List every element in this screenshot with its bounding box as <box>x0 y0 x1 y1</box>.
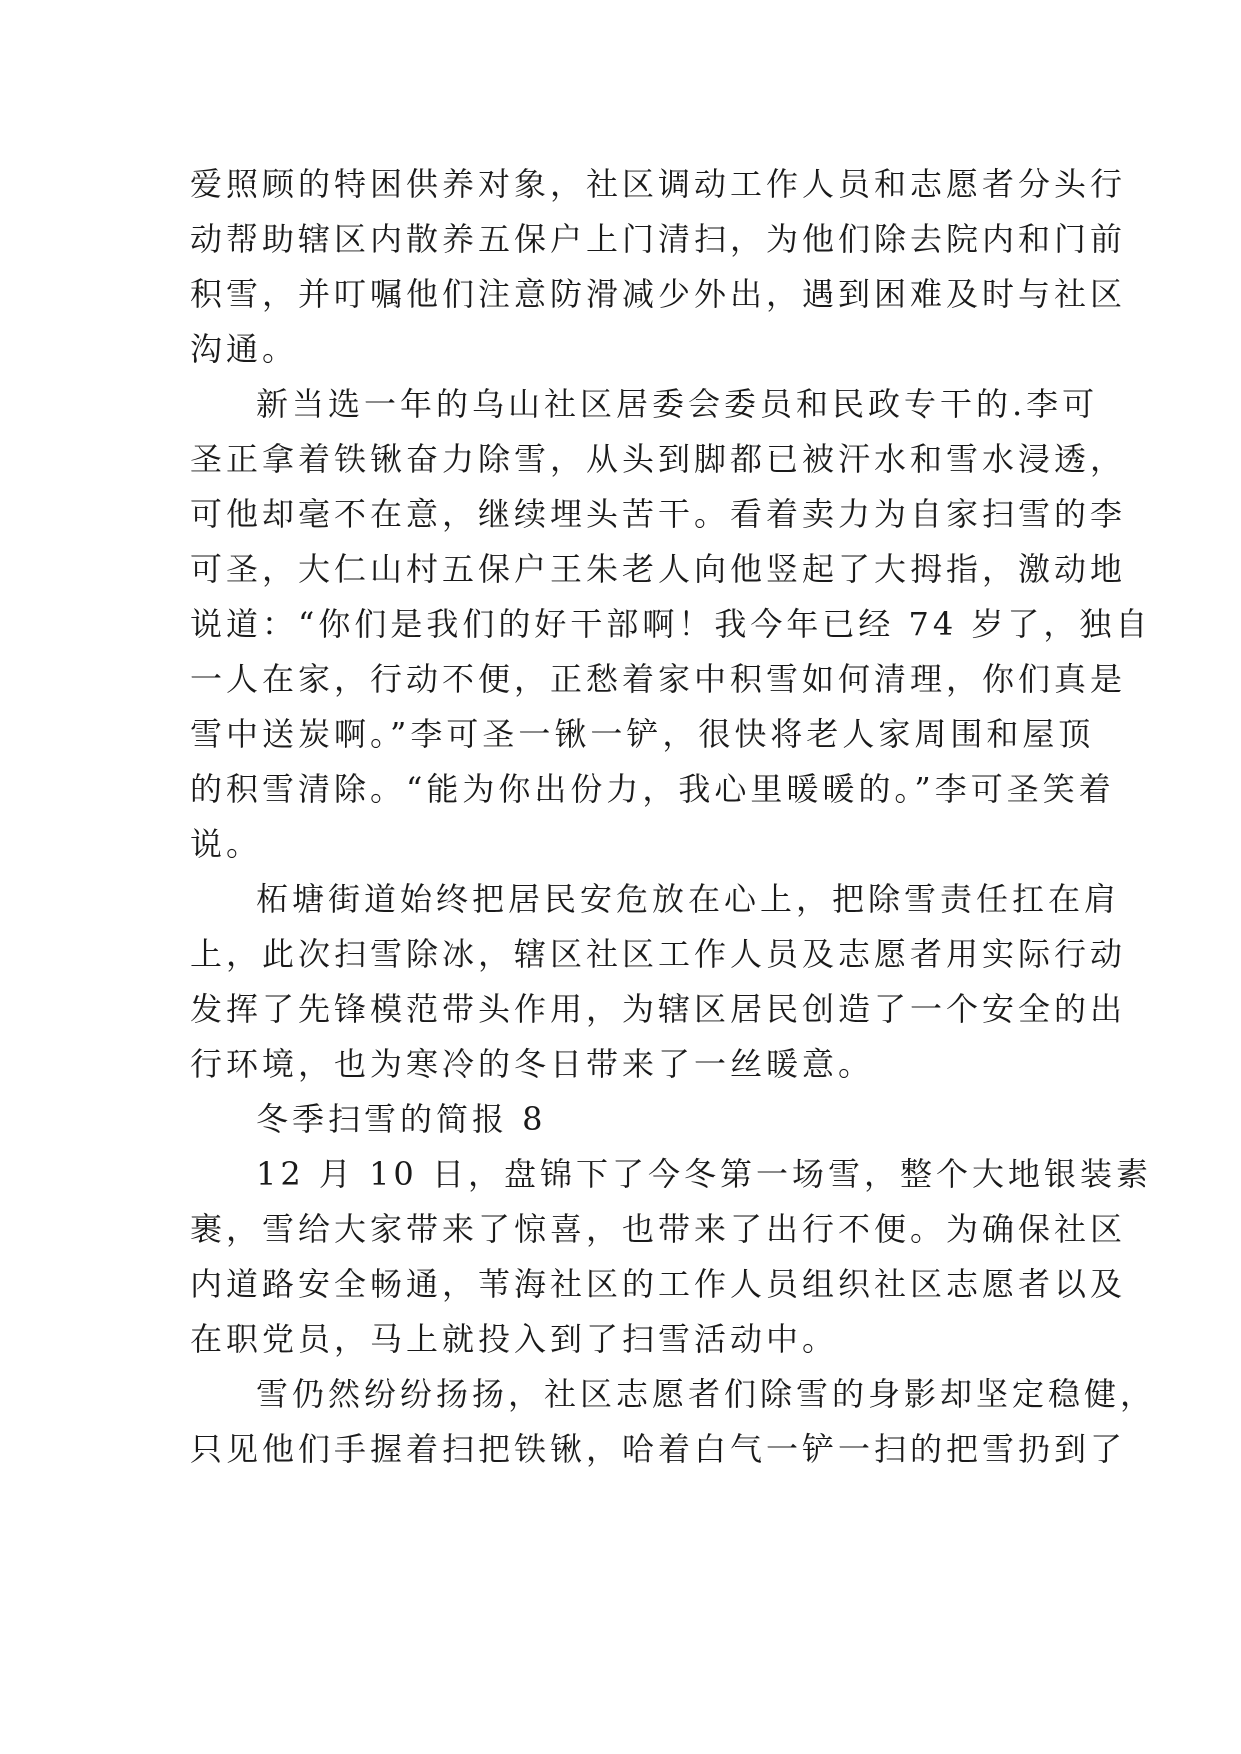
text-line: 爱照顾的特困供养对象，社区调动工作人员和志愿者分头行 <box>190 165 1127 203</box>
text-line: 的积雪清除。“能为你出份力，我心里暖暖的。”李可圣笑着 <box>190 770 1115 808</box>
section-title: 冬季扫雪的简报 8 <box>256 1100 547 1138</box>
text-line: 柘塘街道始终把居民安危放在心上，把除雪责任扛在肩 <box>256 880 1121 918</box>
text-line: 说。 <box>190 825 263 863</box>
document-body <box>190 157 1157 1477</box>
text-line: 新当选一年的乌山社区居委会委员和民政专干的.李可 <box>256 385 1099 423</box>
paragraph-li-kesheng <box>190 377 1152 872</box>
text-line: 可他却毫不在意，继续埋头苦干。看着卖力为自家扫雪的李 <box>190 495 1127 533</box>
text-line: 12 月 10 日，盘锦下了今冬第一场雪，整个大地银装素 <box>256 1155 1152 1193</box>
text-line: 只见他们手握着扫把铁锹，哈着白气一铲一扫的把雪扔到了 <box>190 1430 1127 1468</box>
text-line: 积雪，并叮嘱他们注意防滑减少外出，遇到困难及时与社区 <box>190 275 1127 313</box>
text-line: 动帮助辖区内散养五保户上门清扫，为他们除去院内和门前 <box>190 220 1127 258</box>
text-line: 在职党员，马上就投入到了扫雪活动中。 <box>190 1320 839 1358</box>
section-heading <box>190 1092 1050 1147</box>
text-line: 圣正拿着铁锹奋力除雪，从头到脚都已被汗水和雪水浸透， <box>190 440 1127 478</box>
text-line: 裹，雪给大家带来了惊喜，也带来了出行不便。为确保社区 <box>190 1210 1127 1248</box>
text-line: 上，此次扫雪除冰，辖区社区工作人员及志愿者用实际行动 <box>190 935 1127 973</box>
text-line: 雪中送炭啊。”李可圣一锹一铲，很快将老人家周围和屋顶 <box>190 715 1095 753</box>
text-line: 说道：“你们是我们的好干部啊！我今年已经 74 岁了，独自 <box>190 605 1152 643</box>
text-line: 沟通。 <box>190 330 299 368</box>
text-line: 一人在家，行动不便，正愁着家中积雪如何清理，你们真是 <box>190 660 1127 698</box>
text-line: 发挥了先锋模范带头作用，为辖区居民创造了一个安全的出 <box>190 990 1127 1028</box>
text-line: 雪仍然纷纷扬扬，社区志愿者们除雪的身影却坚定稳健， <box>256 1375 1157 1413</box>
text-line: 可圣，大仁山村五保户王朱老人向他竖起了大拇指，激动地 <box>190 550 1127 588</box>
paragraph-panjin-snow <box>190 1147 1152 1367</box>
text-line: 行环境，也为寒冷的冬日带来了一丝暖意。 <box>190 1045 875 1083</box>
paragraph-zhetang-street <box>190 872 1127 1092</box>
paragraph-special-care <box>190 157 1127 377</box>
paragraph-volunteers <box>190 1367 1157 1477</box>
text-line: 内道路安全畅通，苇海社区的工作人员组织社区志愿者以及 <box>190 1265 1127 1303</box>
